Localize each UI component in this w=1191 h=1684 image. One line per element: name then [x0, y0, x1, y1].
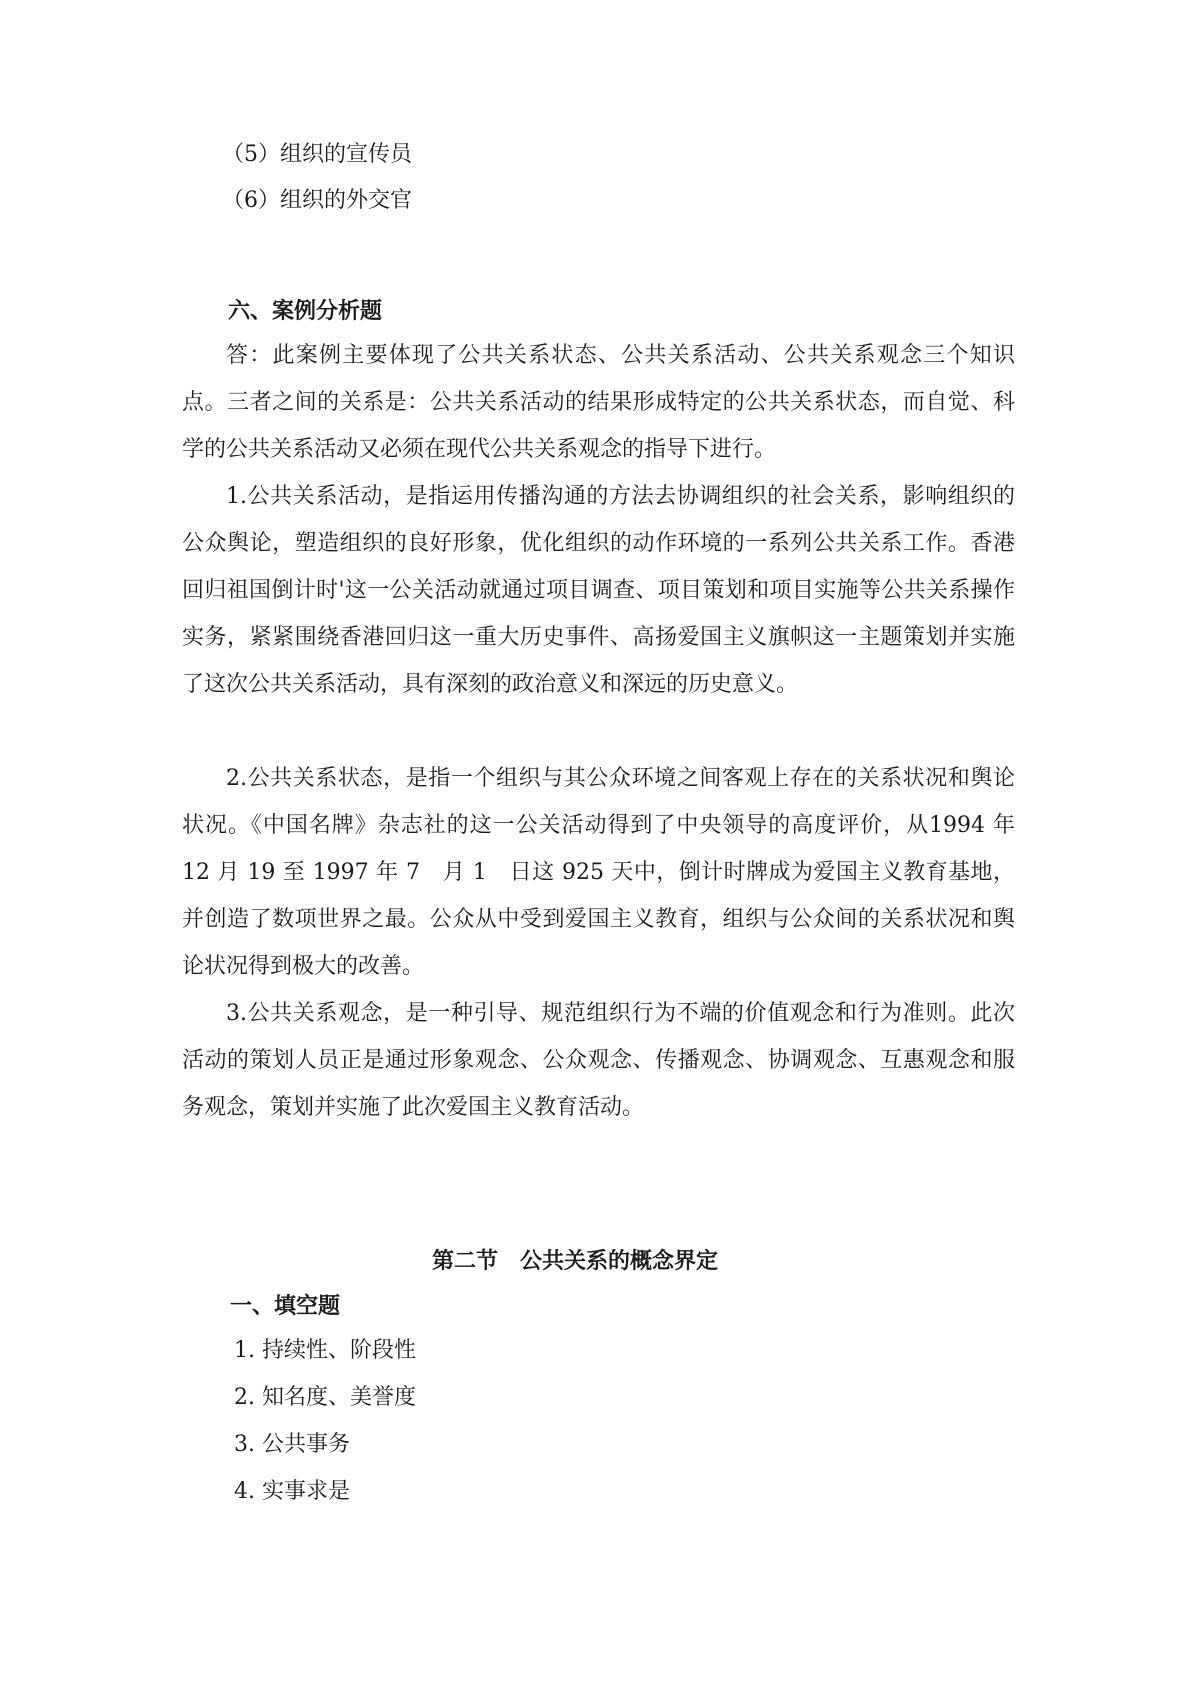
answer-item: 4. 实事求是 [234, 1479, 350, 1504]
answer-item: 3. 公共事务 [234, 1432, 350, 1457]
answer-paragraph: 答：此案例主要体现了公共关系状态、公共关系活动、公共关系观念三个知识点。三者之间的关系是：公共关系活动的结果形成特定的公共关系状态，而自觉、科学的公共关系活动又必须在现代公共关系观念的指导下进行。 [182, 343, 1015, 462]
point-1-paragraph: 1.公共关系活动，是指运用传播沟通的方法去协调组织的社会关系，影响组织的公众舆论，塑造组织的良好形象，优化组织的动作环境的一系列公共关系工作。香港回归祖国倒计时'这一公关活动就通过项目调查、项目策划和项目实施等公共关系操作实务，紧紧围绕香港回归这一重大历史事件、高扬爱国主义旗帜这一主题策划并实施了这次公共关系活动，具有深刻的政治意义和深远的历史意义。 [182, 484, 1015, 697]
list-item: （5）组织的宣传员 [222, 142, 412, 167]
fill-blank-heading: 一、填空题 [230, 1293, 341, 1319]
case-analysis-heading: 六、案例分析题 [228, 298, 383, 324]
list-item: （6）组织的外交官 [222, 188, 412, 213]
answer-item: 2. 知名度、美誉度 [234, 1385, 416, 1410]
answer-item: 1. 持续性、阶段性 [234, 1338, 416, 1363]
point-2-paragraph: 2.公共关系状态，是指一个组织与其公众环境之间客观上存在的关系状况和舆论状况。《中国名牌》杂志社的这一公关活动得到了中央领导的高度评价，从1994 年 12 月 19 至 1997 年 7 月 1 日这 925 天中，倒计时牌成为爱国主义教育基地，并创造了数项世界之最。公众从中受到爱国主义教育，组织与公众间的关系状况和舆论状况得到极大的改善。 [182, 766, 1015, 979]
section-title: 第二节 公共关系的概念界定 [432, 1248, 719, 1274]
point-3-paragraph: 3.公共关系观念，是一种引导、规范组织行为不端的价值观念和行为准则。此次活动的策划人员正是通过形象观念、公众观念、传播观念、协调观念、互惠观念和服务观念，策划并实施了此次爱国主义教育活动。 [182, 1001, 1015, 1120]
